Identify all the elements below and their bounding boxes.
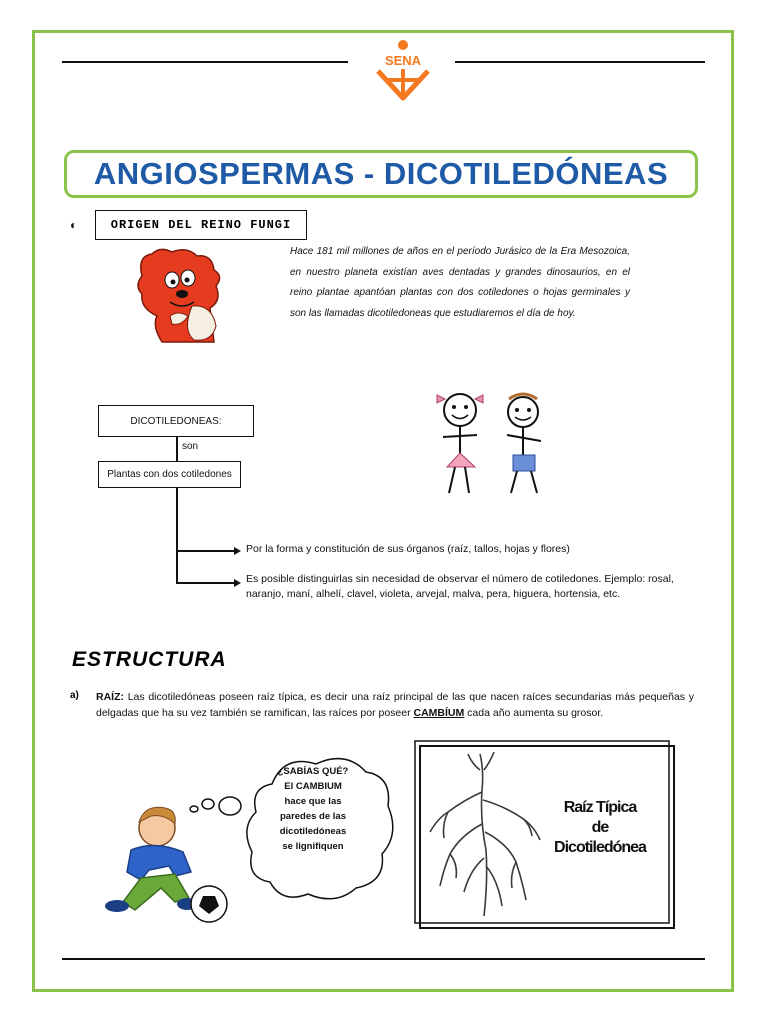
raiz-text-part-2: cada año aumenta su grosor. xyxy=(464,707,604,719)
section-title: ORIGEN DEL REINO FUNGI xyxy=(95,210,307,240)
list-item-marker: a) xyxy=(70,690,79,701)
cloud-line: El CAMBIUM xyxy=(284,781,342,792)
arrow-right-icon xyxy=(234,547,241,555)
cartoon-dog-illustration xyxy=(132,246,227,346)
logo-text: SENA xyxy=(384,53,422,68)
cloud-line: dicotiledóneas xyxy=(279,826,347,837)
sena-logo xyxy=(368,36,438,106)
diagram-connector-line xyxy=(176,437,178,461)
cloud-line: paredes de las xyxy=(279,811,346,822)
diagram-branch-2 xyxy=(176,582,236,584)
diagram-point-2: Es posible distinguirlas sin necesidad de observar el número de cotiledones. Ejemplo: rosal, naranjo, maní, alhelí, clavel, violeta, arvejal, malva, pera, higuera, hortensia, etc. xyxy=(246,573,674,600)
raiz-text-part-1: Las dicotiledóneas poseen raíz típica, es decir una raíz principal de las que nacen raíces secundarias más pequeñas y delgadas que ha su vez también se ramifican, las raíces por poseer xyxy=(96,691,694,719)
raiz-cambium-term: CAMBÍUM xyxy=(413,707,465,719)
diagram-branch-1 xyxy=(176,550,236,552)
diagram-box-dicotiledoneas: DICOTILEDONEAS: xyxy=(98,405,254,437)
raiz-term: RAÍZ: xyxy=(96,691,124,703)
diagram-connector-label: son xyxy=(182,441,199,452)
diagram-box-plantas: Plantas con dos cotiledones xyxy=(98,461,241,488)
stick-children-illustration xyxy=(425,385,557,500)
root-label-line: Raíz Típica xyxy=(563,799,637,816)
page-title: ANGIOSPERMAS - DICOTILEDÓNEAS xyxy=(93,156,669,191)
arrow-right-icon xyxy=(234,579,241,587)
header-rule-right xyxy=(455,61,705,63)
intro-paragraph: Hace 181 mil millones de años en el período Jurásico de la Era Mesozoica, en nuestro planeta existían aves dentadas y grandes dinosaurios, en el reino plantae apantóan plantas con dos cotiledones o hojas germinales y son las llamadas dicotiledoneas que estudiaremos el día de hoy. xyxy=(290,246,630,320)
cloud-line: ¿SABÍAS QUÉ? xyxy=(277,766,349,777)
cloud-line: se lignifiquen xyxy=(282,841,344,852)
section-heading-estructura: ESTRUCTURA xyxy=(72,648,227,671)
diagram-trunk-line xyxy=(176,488,178,583)
root-label-line: de xyxy=(591,819,609,836)
footer-rule xyxy=(62,958,705,960)
root-image-label xyxy=(540,798,660,858)
bullet-icon: ◐ xyxy=(70,218,78,232)
cloud-line: hace que las xyxy=(284,796,342,807)
raiz-paragraph xyxy=(96,689,694,721)
header-rule-left xyxy=(62,61,348,63)
diagram-point-1: Por la forma y constitución de sus órganos (raíz, tallos, hojas y flores) xyxy=(246,543,570,555)
thought-cloud-text xyxy=(258,764,368,854)
root-label-line: Dicotiledónea xyxy=(554,839,646,856)
page-title-box xyxy=(64,150,698,198)
